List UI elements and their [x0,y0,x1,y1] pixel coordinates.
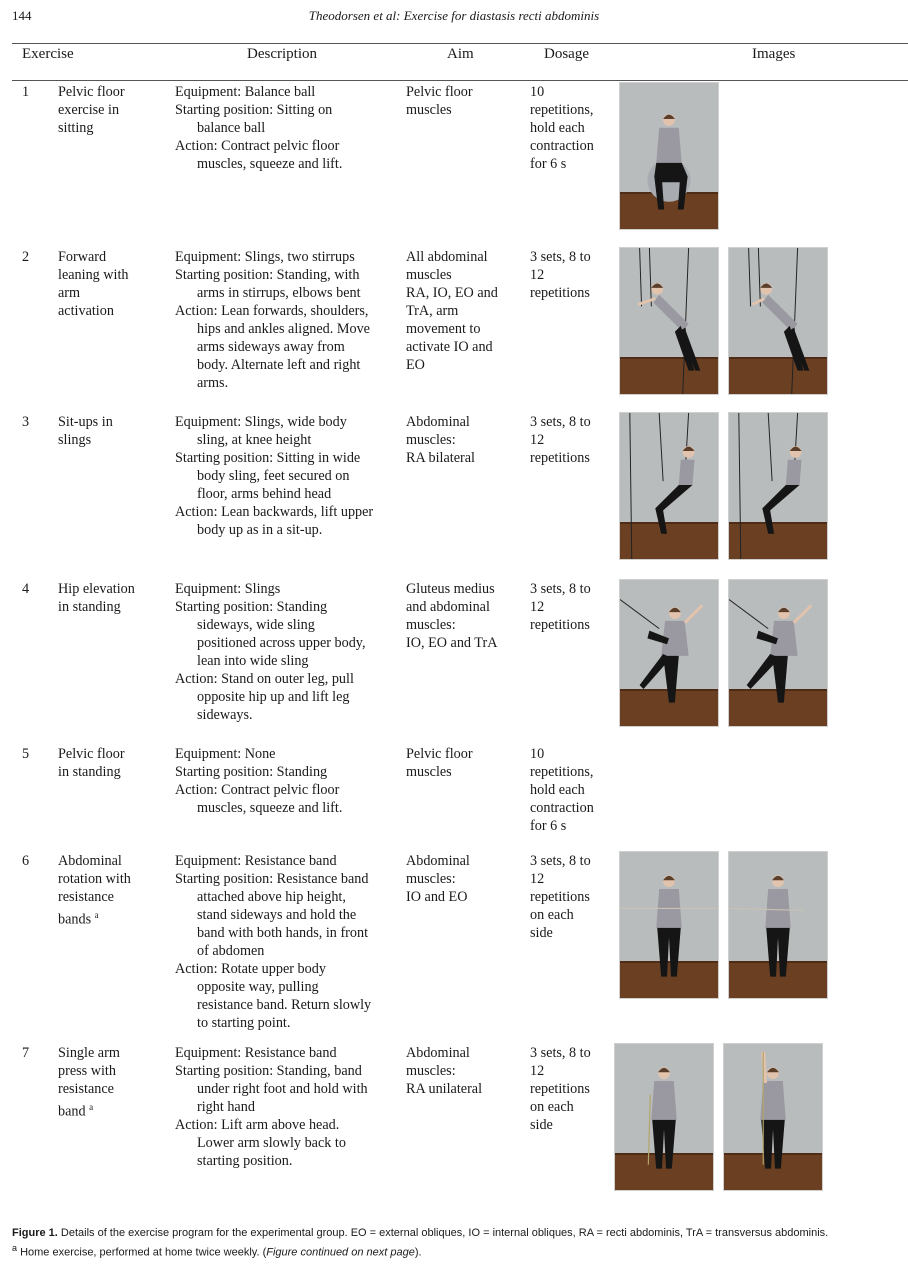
description-line: muscles, squeeze and lift. [197,156,343,172]
exercise-name-line: leaning with [58,267,129,283]
exercise-name [58,745,125,781]
exercise-name-line: Single arm [58,1045,120,1061]
exercise-dosage [530,1044,591,1134]
exercise-photo [619,247,719,395]
caption-label: Figure 1. [12,1227,58,1239]
exercise-photo [728,579,828,727]
description-line: Equipment: None [175,746,276,762]
aim-line: muscles: [406,617,456,633]
exercise-name-line: in standing [58,599,121,615]
description-line: right hand [197,1099,255,1115]
description-line: Action: Lean backwards, lift upper [175,504,374,520]
description-line: to starting point. [197,1015,291,1031]
exercise-name-line: resistance [58,889,114,905]
table-top-rule [12,43,908,44]
exercise-name-line: Sit-ups in [58,414,113,430]
caption-text: Details of the exercise program for the experimental group. EO = external obliques, IO = internal obliques, RA = recti abdominis, TrA = transversus abdominis. [57,1227,829,1239]
description-line: Equipment: Resistance band [175,853,337,869]
dosage-line: side [530,1117,553,1133]
description-line: Action: Lift arm above head. [175,1117,340,1133]
exercise-aim [406,852,470,906]
aim-line: RA bilateral [406,450,475,466]
description-line: hips and ankles aligned. Move [197,321,370,337]
description-line: Starting position: Standing, with [175,267,360,283]
aim-line: Pelvic floor [406,84,473,100]
row-number: 7 [22,1045,30,1061]
description-line: sideways, wide sling [197,617,315,633]
dosage-line: 3 sets, 8 to [530,581,591,597]
figure-caption [12,1226,902,1261]
exercise-name-line: sitting [58,120,94,136]
dosage-line: 12 [530,432,545,448]
exercise-photo [728,412,828,560]
exercise-dosage [530,852,591,942]
dosage-line: 12 [530,599,545,615]
row-number: 1 [22,84,30,100]
aim-line: IO and EO [406,889,468,905]
description-line: Action: Stand on outer leg, pull [175,671,354,687]
description-line: lean into wide sling [197,653,309,669]
header-description: Description [247,46,317,62]
aim-line: RA, IO, EO and [406,285,498,301]
exercise-dosage [530,580,591,634]
row-number: 4 [22,581,30,597]
header-dosage: Dosage [544,46,589,62]
description-line: arms sideways away from [197,339,345,355]
exercise-description [175,413,373,539]
exercise-dosage [530,745,594,835]
dosage-line: repetitions [530,450,590,466]
dosage-line: hold each [530,782,585,798]
aim-line: All abdominal [406,249,488,265]
row-number: 6 [22,853,30,869]
exercise-name-line: Pelvic floor [58,84,125,100]
dosage-line: hold each [530,120,585,136]
exercise-photo [614,1043,714,1191]
dosage-line: repetitions, [530,764,594,780]
exercise-aim [406,745,473,781]
exercise-photo [619,82,719,230]
row-number: 5 [22,746,30,762]
exercise-photo [728,247,828,395]
description-line: resistance band. Return slowly [197,997,372,1013]
exercise-dosage [530,413,591,467]
exercise-name-line: Pelvic floor [58,746,125,762]
exercise-name-line: in standing [58,764,121,780]
exercise-photo [723,1043,823,1191]
aim-line: TrA, arm [406,303,459,319]
caption-note-end: ). [414,1246,422,1259]
exercise-description [175,580,366,724]
aim-line: muscles: [406,1063,456,1079]
exercise-name-text: band [58,1103,86,1120]
aim-line: muscles [406,267,452,283]
aim-line: muscles: [406,871,456,887]
caption-note-text: Home exercise, performed at home twice weekly. ( [17,1246,267,1259]
row-number: 3 [22,414,30,430]
description-line: band with both hands, in front [197,925,369,941]
description-line: Lower arm slowly back to [197,1135,346,1151]
dosage-line: 10 [530,84,545,100]
dosage-line: 12 [530,267,545,283]
description-line: arms. [197,375,229,391]
dosage-line: 3 sets, 8 to [530,853,591,869]
exercise-name-line: arm [58,285,81,301]
aim-line: activate IO and [406,339,493,355]
dosage-line: side [530,925,553,941]
description-line: starting position. [197,1153,293,1169]
exercise-name [58,852,131,929]
description-line: body sling, feet secured on [197,468,350,484]
exercise-aim [406,413,475,467]
description-line: floor, arms behind head [197,486,332,502]
exercise-description [175,83,342,173]
dosage-line: 10 [530,746,545,762]
dosage-line: for 6 s [530,156,567,172]
exercise-aim [406,83,473,119]
description-line: muscles, squeeze and lift. [197,800,343,816]
description-line: Equipment: Slings, wide body [175,414,347,430]
exercise-aim [406,580,497,652]
dosage-line: repetitions [530,285,590,301]
exercise-aim [406,248,498,374]
exercise-dosage [530,83,594,173]
description-line: Starting position: Standing [175,764,328,780]
footnote-mark: a [94,910,99,920]
dosage-line: for 6 s [530,818,567,834]
description-line: sideways. [197,707,253,723]
exercise-name-line: Abdominal [58,853,122,869]
exercise-name-line: resistance [58,1081,114,1097]
exercise-name [58,83,125,137]
description-line: arms in stirrups, elbows bent [197,285,361,301]
description-line: attached above hip height, [197,889,346,905]
dosage-line: 3 sets, 8 to [530,1045,591,1061]
exercise-name-line: Hip elevation [58,581,135,597]
running-head: Theodorsen et al: Exercise for diastasis recti abdominis [308,8,600,23]
header-images: Images [752,46,796,62]
description-line: sling, at knee height [197,432,312,448]
aim-line: movement to [406,321,481,337]
exercise-name [58,248,129,320]
aim-line: muscles [406,764,452,780]
exercise-photo [728,851,828,999]
aim-line: muscles: [406,432,456,448]
aim-line: Abdominal [406,1045,470,1061]
dosage-line: repetitions [530,1081,590,1097]
aim-line: RA unilateral [406,1081,483,1097]
exercise-name [58,1044,120,1121]
header-exercise: Exercise [22,46,74,62]
exercise-description [175,745,342,817]
exercise-name-text: bands [58,911,92,928]
description-line: Equipment: Slings, two stirrups [175,249,355,265]
caption-note-italic: Figure continued on next page [266,1246,415,1259]
aim-line: Abdominal [406,414,470,430]
description-line: Starting position: Resistance band [175,871,369,887]
dosage-line: contraction [530,138,594,154]
description-line: Starting position: Standing, band [175,1063,362,1079]
description-line: Starting position: Sitting in wide [175,450,361,466]
dosage-line: on each [530,1099,574,1115]
exercise-name-line [58,906,131,929]
exercise-description [175,248,370,392]
dosage-line: 12 [530,871,545,887]
description-line: Starting position: Sitting on [175,102,333,118]
exercise-name-line: press with [58,1063,116,1079]
dosage-line: repetitions, [530,102,594,118]
dosage-line: contraction [530,800,594,816]
exercise-name [58,580,135,616]
description-line: Equipment: Resistance band [175,1045,337,1061]
description-line: opposite hip up and lift leg [197,689,350,705]
dosage-line: 12 [530,1063,545,1079]
description-line: balance ball [197,120,266,136]
exercise-description [175,1044,368,1170]
dosage-line: repetitions [530,889,590,905]
aim-line: IO, EO and TrA [406,635,498,651]
exercise-photo [619,412,719,560]
exercise-name-line: rotation with [58,871,131,887]
exercise-description [175,852,371,1032]
exercise-name-line [58,1098,120,1121]
description-line: Starting position: Standing [175,599,328,615]
exercise-name-line: slings [58,432,92,448]
description-line: Action: Lean forwards, shoulders, [175,303,369,319]
exercise-name-line: activation [58,303,114,319]
description-line: body up as in a sit-up. [197,522,323,538]
aim-line: Abdominal [406,853,470,869]
description-line: stand sideways and hold the [197,907,357,923]
exercise-name-line: Forward [58,249,107,265]
aim-line: muscles [406,102,452,118]
description-line: Action: Rotate upper body [175,961,326,977]
caption-note-mark: a [12,1243,18,1253]
aim-line: Pelvic floor [406,746,473,762]
exercise-photo [619,851,719,999]
description-line: Action: Contract pelvic floor [175,138,340,154]
header-bottom-rule [12,80,908,81]
page-number: 144 [12,8,32,23]
description-line: of abdomen [197,943,265,959]
row-number: 2 [22,249,30,265]
description-line: opposite way, pulling [197,979,319,995]
exercise-dosage [530,248,591,302]
aim-line: EO [406,357,425,373]
aim-line: and abdominal [406,599,490,615]
dosage-line: repetitions [530,617,590,633]
description-line: Equipment: Balance ball [175,84,316,100]
header-aim: Aim [447,46,474,62]
dosage-line: 3 sets, 8 to [530,249,591,265]
dosage-line: 3 sets, 8 to [530,414,591,430]
description-line: under right foot and hold with [197,1081,368,1097]
exercise-name-line: exercise in [58,102,120,118]
description-line: positioned across upper body, [197,635,366,651]
description-line: Action: Contract pelvic floor [175,782,340,798]
exercise-photo [619,579,719,727]
description-line: Equipment: Slings [175,581,281,597]
description-line: body. Alternate left and right [197,357,361,373]
dosage-line: on each [530,907,574,923]
exercise-aim [406,1044,482,1098]
exercise-name [58,413,113,449]
aim-line: Gluteus medius [406,581,495,597]
footnote-mark: a [89,1102,94,1112]
